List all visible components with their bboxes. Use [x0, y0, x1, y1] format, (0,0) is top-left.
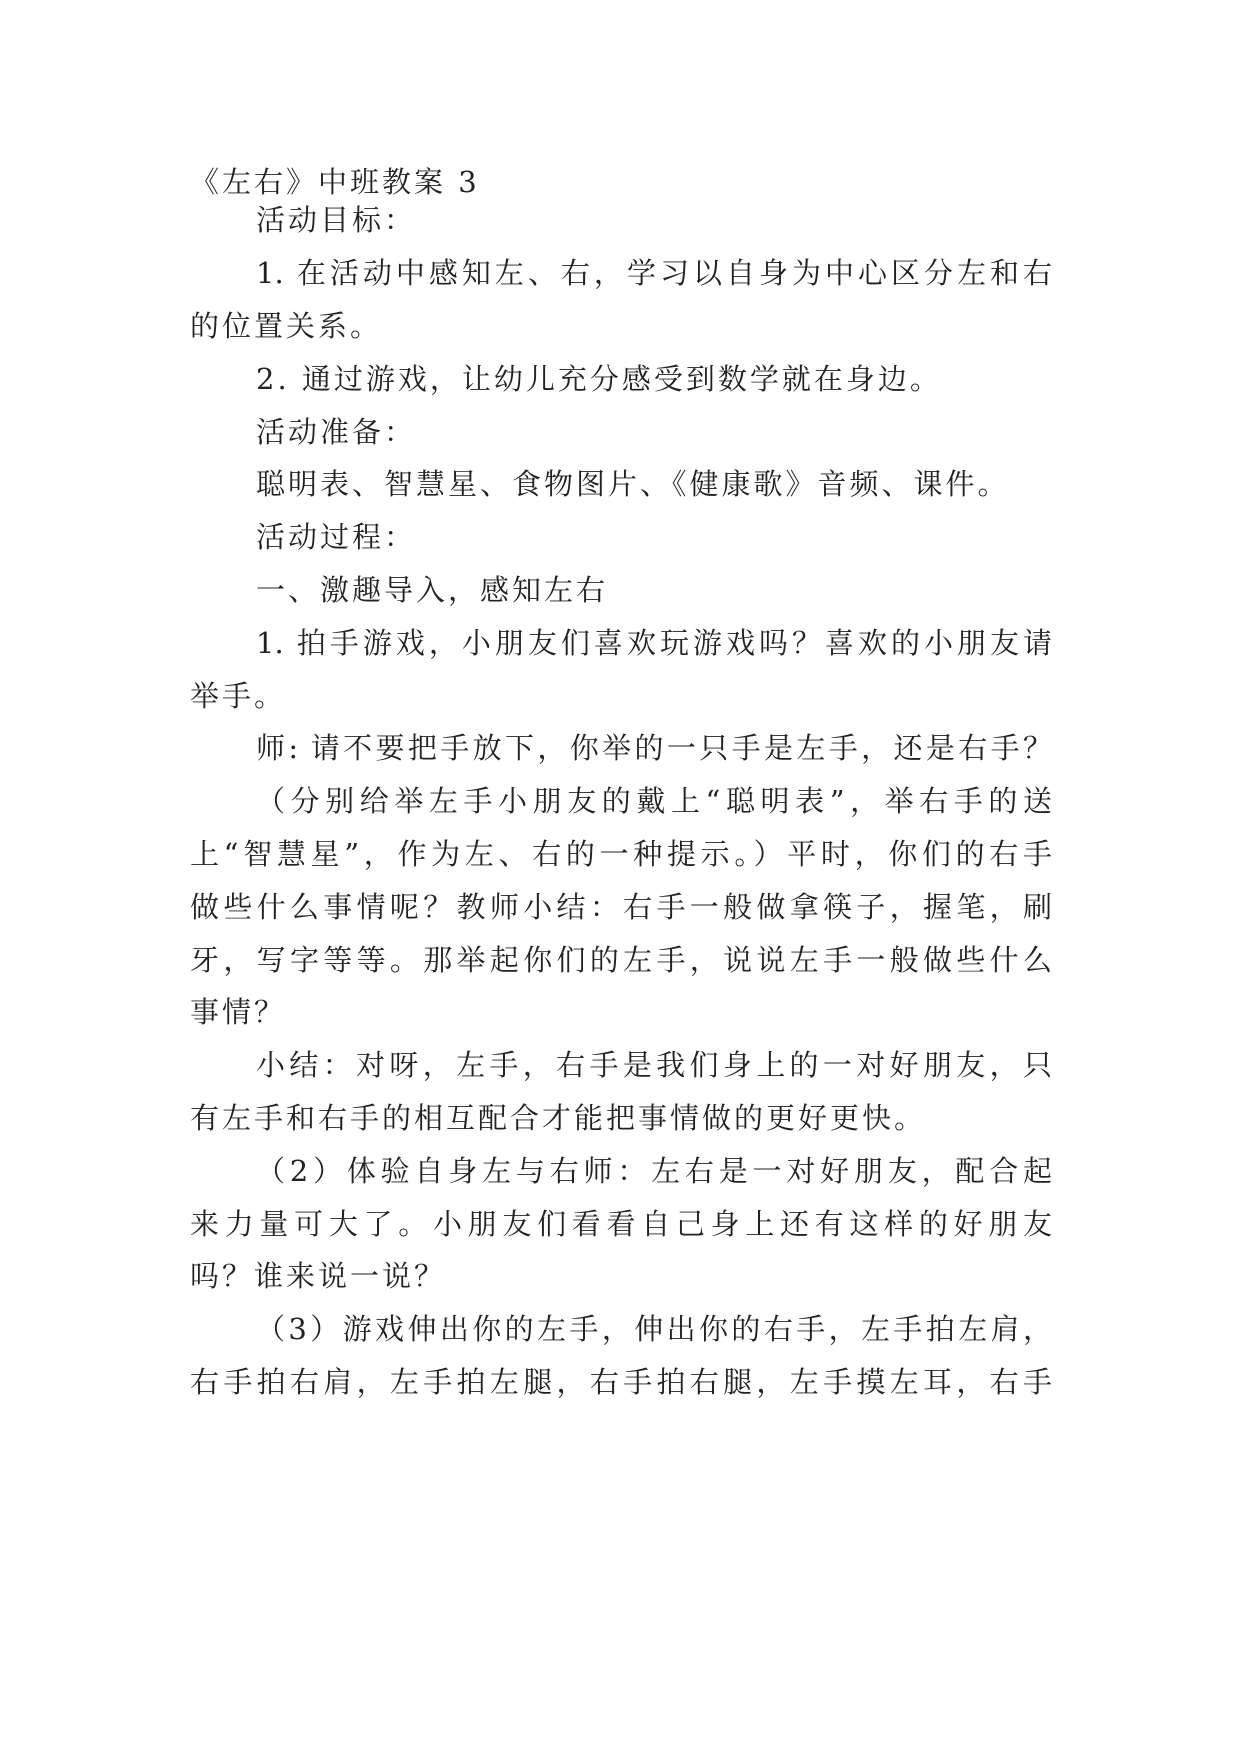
paragraph-line: 事情？ [190, 995, 287, 1029]
paragraph-line: 聪明表、智慧星、食物图片、《健康歌》音频、课件。 [256, 467, 1010, 501]
section-heading: 活动准备： [256, 415, 417, 449]
paragraph-line: 做些什么事情呢？教师小结：右手一般做拿筷子，握笔，刷 [190, 890, 1052, 924]
section-heading: 一、激趣导入，感知左右 [256, 573, 609, 607]
paragraph-line: 右手拍右肩，左手拍左腿，右手拍右腿，左手摸左耳，右手 [190, 1365, 1052, 1399]
paragraph-line: 2. 通过游戏，让幼儿充分感受到数学就在身边。 [256, 362, 942, 396]
paragraph-line: （2）体验自身左与右师：左右是一对好朋友，配合起 [256, 1154, 1052, 1188]
paragraph-line: 小结：对呀，左手，右手是我们身上的一对好朋友，只 [256, 1048, 1052, 1082]
section-heading: 活动目标： [256, 203, 417, 237]
document-title: 《左右》中班教案 3 [190, 165, 480, 199]
paragraph-line: 1. 在活动中感知左、右，学习以自身为中心区分左和右 [256, 256, 1052, 290]
paragraph-line: 师: 请不要把手放下，你举的一只手是左手，还是右手？ [256, 731, 1052, 765]
paragraph-line: 来力量可大了。小朋友们看看自己身上还有这样的好朋友 [190, 1207, 1052, 1241]
paragraph-line: 吗？谁来说一说？ [190, 1259, 447, 1293]
paragraph-line: 有左手和右手的相互配合才能把事情做的更好更快。 [190, 1101, 927, 1135]
paragraph-line: 上“智慧星”，作为左、右的一种提示。）平时，你们的右手 [190, 837, 1052, 871]
paragraph-line: （3）游戏伸出你的左手，伸出你的右手，左手拍左肩， [256, 1312, 1052, 1346]
paragraph-line: （分别给举左手小朋友的戴上“聪明表”，举右手的送 [256, 784, 1052, 818]
paragraph-line: 举手。 [190, 679, 287, 713]
paragraph-line: 牙，写字等等。那举起你们的左手，说说左手一般做些什么 [190, 943, 1052, 977]
paragraph-line: 的位置关系。 [190, 309, 383, 343]
paragraph-line: 1. 拍手游戏，小朋友们喜欢玩游戏吗？喜欢的小朋友请 [256, 626, 1052, 660]
section-heading: 活动过程： [256, 520, 417, 554]
